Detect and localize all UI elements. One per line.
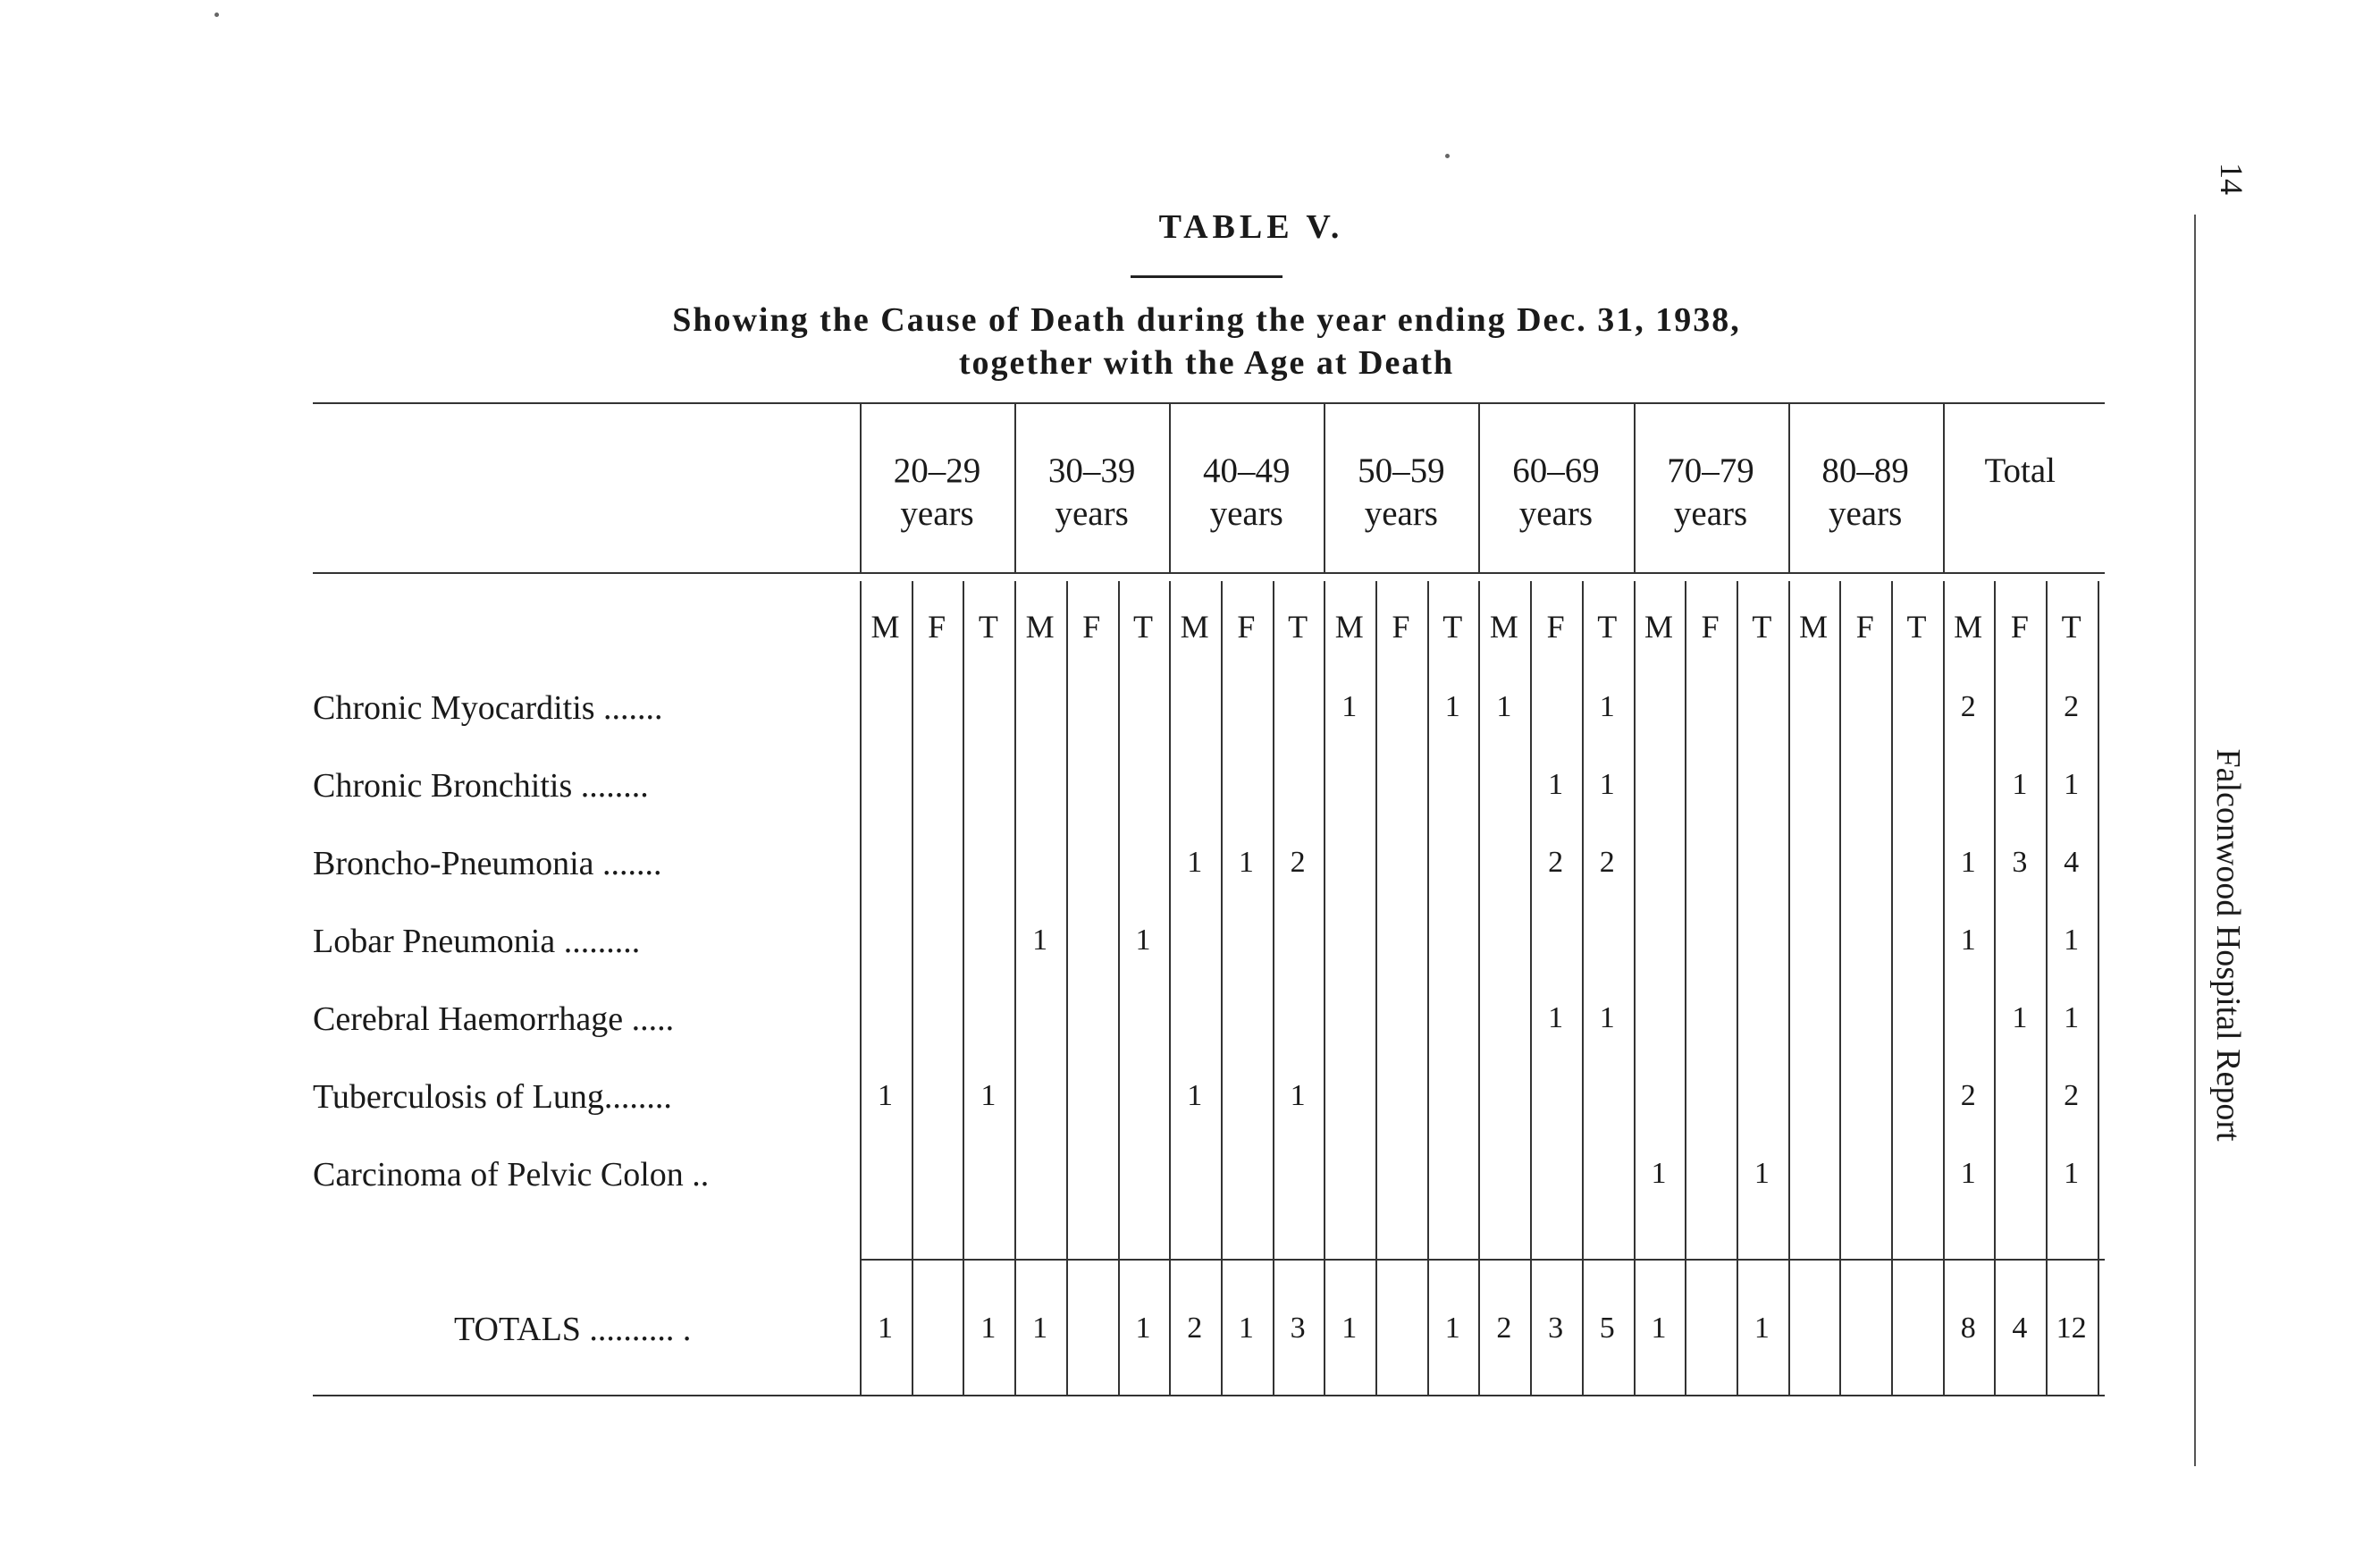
- sex-subheader: M: [1954, 609, 1983, 645]
- sex-subheader: T: [978, 609, 998, 645]
- sex-subheader: F: [1237, 609, 1256, 645]
- age-group-range: 30–39: [1047, 451, 1136, 490]
- column-divider: [1375, 581, 1377, 1395]
- totals-label: TOTALS .......... .: [454, 1311, 692, 1348]
- column-divider: [1530, 581, 1532, 1395]
- age-group-range: 60–69: [1512, 451, 1600, 490]
- totals-cell: 1: [878, 1312, 893, 1345]
- subtitle-line-2: together with the Age at Death: [958, 344, 1455, 382]
- table-cell: 1: [1753, 1157, 1770, 1190]
- totals-cell: 1: [980, 1312, 997, 1345]
- sex-subheader: T: [1906, 609, 1927, 645]
- column-divider: [860, 581, 862, 1395]
- sex-subheader: M: [1334, 609, 1364, 645]
- column-divider: [1788, 581, 1790, 1395]
- table-cell: 4: [2064, 846, 2080, 879]
- table-cell: 1: [1960, 846, 1976, 879]
- table-cell: 1: [2064, 1157, 2080, 1190]
- sex-subheader: M: [1799, 609, 1829, 645]
- table-title: TABLE V.: [1158, 208, 1344, 246]
- page-number: 14: [2214, 163, 2250, 195]
- totals-cell: 1: [1753, 1312, 1770, 1345]
- age-group-header: [1324, 450, 1478, 536]
- age-group-unit: years: [1364, 494, 1438, 533]
- age-group-unit: years: [1209, 494, 1283, 533]
- table-cell: 1: [2012, 768, 2028, 801]
- age-group-header: [1634, 450, 1788, 536]
- age-group-range: 20–29: [893, 451, 981, 490]
- table-cell: 1: [1548, 1001, 1564, 1034]
- table-cell: 1: [1599, 690, 1615, 723]
- title-underline: [1131, 275, 1283, 278]
- sex-subheader: T: [1133, 609, 1153, 645]
- table-cell: 2: [1290, 846, 1306, 879]
- sex-subheader: M: [1489, 609, 1518, 645]
- column-divider: [1685, 581, 1686, 1395]
- table-cell: 1: [2064, 1001, 2080, 1034]
- table-cell: 2: [1599, 846, 1615, 879]
- table-cell: 1: [1548, 768, 1564, 801]
- table-cell: 2: [1960, 1079, 1976, 1112]
- table-cell: 1: [1187, 846, 1203, 879]
- table-cell: 2: [1548, 846, 1564, 879]
- totals-cell: 8: [1960, 1312, 1976, 1345]
- column-divider: [2098, 581, 2099, 1395]
- cause-label: Carcinoma of Pelvic Colon ..: [313, 1156, 710, 1194]
- subheader-rule: [313, 572, 2105, 574]
- table-cell: 2: [2064, 1079, 2080, 1112]
- cause-label: Lobar Pneumonia .........: [313, 923, 641, 960]
- age-group-header: [860, 450, 1014, 536]
- table-cell: 2: [2064, 690, 2080, 723]
- table-cell: 1: [1187, 1079, 1203, 1112]
- table-cell: 1: [1960, 924, 1976, 957]
- header-top-rule: [313, 402, 2105, 404]
- cause-label: Broncho-Pneumonia .......: [313, 845, 662, 882]
- table-cell: 1: [1651, 1157, 1667, 1190]
- column-divider: [1891, 581, 1893, 1395]
- table-cell: 1: [980, 1079, 997, 1112]
- totals-cell: 3: [1290, 1312, 1306, 1345]
- age-group-unit: years: [900, 494, 974, 533]
- paper-speck: [1445, 154, 1450, 158]
- age-group-range: 50–59: [1358, 451, 1445, 490]
- sex-subheader: F: [1546, 609, 1565, 645]
- age-group-range: 80–89: [1821, 451, 1909, 490]
- totals-cell: 1: [1341, 1312, 1358, 1345]
- totals-cell: 5: [1599, 1312, 1615, 1345]
- table-cell: 1: [1238, 846, 1254, 879]
- table-cell: 1: [878, 1079, 893, 1112]
- age-group-header: [1788, 450, 1943, 536]
- subtitle-line-1: Showing the Cause of Death during the year ending Dec. 31, 1938,: [672, 301, 1741, 339]
- table-cell: 1: [1135, 924, 1151, 957]
- totals-cell: 3: [1548, 1312, 1564, 1345]
- column-divider: [963, 581, 964, 1395]
- totals-cell: 1: [1135, 1312, 1151, 1345]
- column-divider: [1118, 581, 1120, 1395]
- column-divider: [1066, 581, 1068, 1395]
- table-cell: 1: [1032, 924, 1048, 957]
- cause-label: Cerebral Haemorrhage .....: [313, 1000, 675, 1038]
- sex-subheader: M: [870, 609, 900, 645]
- column-divider: [1737, 581, 1738, 1395]
- sex-subheader: T: [1752, 609, 1772, 645]
- age-group-header: [1014, 450, 1169, 536]
- sex-subheader: T: [1442, 609, 1463, 645]
- table-cell: 1: [2064, 924, 2080, 957]
- totals-cell: 1: [1651, 1312, 1667, 1345]
- table-cell: 1: [1290, 1079, 1306, 1112]
- sex-subheader: M: [1180, 609, 1209, 645]
- sex-subheader: M: [1644, 609, 1673, 645]
- table-cell: 1: [1599, 1001, 1615, 1034]
- sex-subheader: F: [928, 609, 946, 645]
- totals-cell: 2: [1496, 1312, 1512, 1345]
- totals-cell: 12: [2056, 1312, 2087, 1345]
- sex-subheader: F: [1855, 609, 1874, 645]
- age-group-header: [1169, 450, 1324, 536]
- table-cell: 1: [1444, 690, 1460, 723]
- sex-subheader: F: [1701, 609, 1720, 645]
- column-divider: [1273, 581, 1274, 1395]
- table-cell: 1: [2064, 768, 2080, 801]
- column-divider: [912, 581, 913, 1395]
- margin-rule: [2194, 215, 2196, 1466]
- table-cell: 1: [1960, 1157, 1976, 1190]
- sex-subheader: T: [2061, 609, 2081, 645]
- age-group-unit: years: [1828, 494, 1903, 533]
- table-cell: 1: [1341, 690, 1358, 723]
- totals-cell: 2: [1187, 1312, 1203, 1345]
- sex-subheader: F: [1392, 609, 1410, 645]
- table-cell: 1: [2012, 1001, 2028, 1034]
- age-group-range: Total: [1984, 451, 2056, 490]
- sex-subheader: F: [1082, 609, 1101, 645]
- cause-label: Chronic Myocarditis .......: [313, 689, 663, 727]
- cause-label: Chronic Bronchitis ........: [313, 767, 649, 805]
- column-divider: [1221, 581, 1223, 1395]
- totals-cell: 1: [1238, 1312, 1254, 1345]
- cause-label: Tuberculosis of Lung........: [313, 1078, 672, 1116]
- column-divider: [1169, 581, 1171, 1395]
- age-group-unit: years: [1518, 494, 1594, 533]
- running-title: Falconwood Hospital Report: [2209, 748, 2247, 1142]
- table-subtitle: [447, 299, 1966, 384]
- totals-cell: 4: [2012, 1312, 2028, 1345]
- age-group-header: [1943, 450, 2098, 493]
- column-divider: [1839, 581, 1841, 1395]
- table-cell: 1: [1496, 690, 1512, 723]
- totals-cell: 1: [1444, 1312, 1460, 1345]
- age-group-unit: years: [1055, 494, 1129, 533]
- sex-subheader: M: [1025, 609, 1055, 645]
- table-cell: 2: [1960, 690, 1976, 723]
- column-divider: [1634, 581, 1636, 1395]
- totals-cell: 1: [1032, 1312, 1048, 1345]
- age-group-header: [1478, 450, 1633, 536]
- column-divider: [1994, 581, 1996, 1395]
- sex-subheader: T: [1288, 609, 1308, 645]
- table-cell: 1: [1599, 768, 1615, 801]
- table-bottom-rule: [313, 1395, 2105, 1396]
- totals-rule: [860, 1259, 2105, 1261]
- paper-speck: [214, 13, 219, 17]
- sex-subheader: T: [1597, 609, 1618, 645]
- column-divider: [1014, 581, 1016, 1395]
- age-group-range: 70–79: [1667, 451, 1754, 490]
- table-cell: 3: [2012, 846, 2028, 879]
- sex-subheader: F: [2010, 609, 2029, 645]
- age-group-unit: years: [1673, 494, 1748, 533]
- age-group-range: 40–49: [1202, 451, 1291, 490]
